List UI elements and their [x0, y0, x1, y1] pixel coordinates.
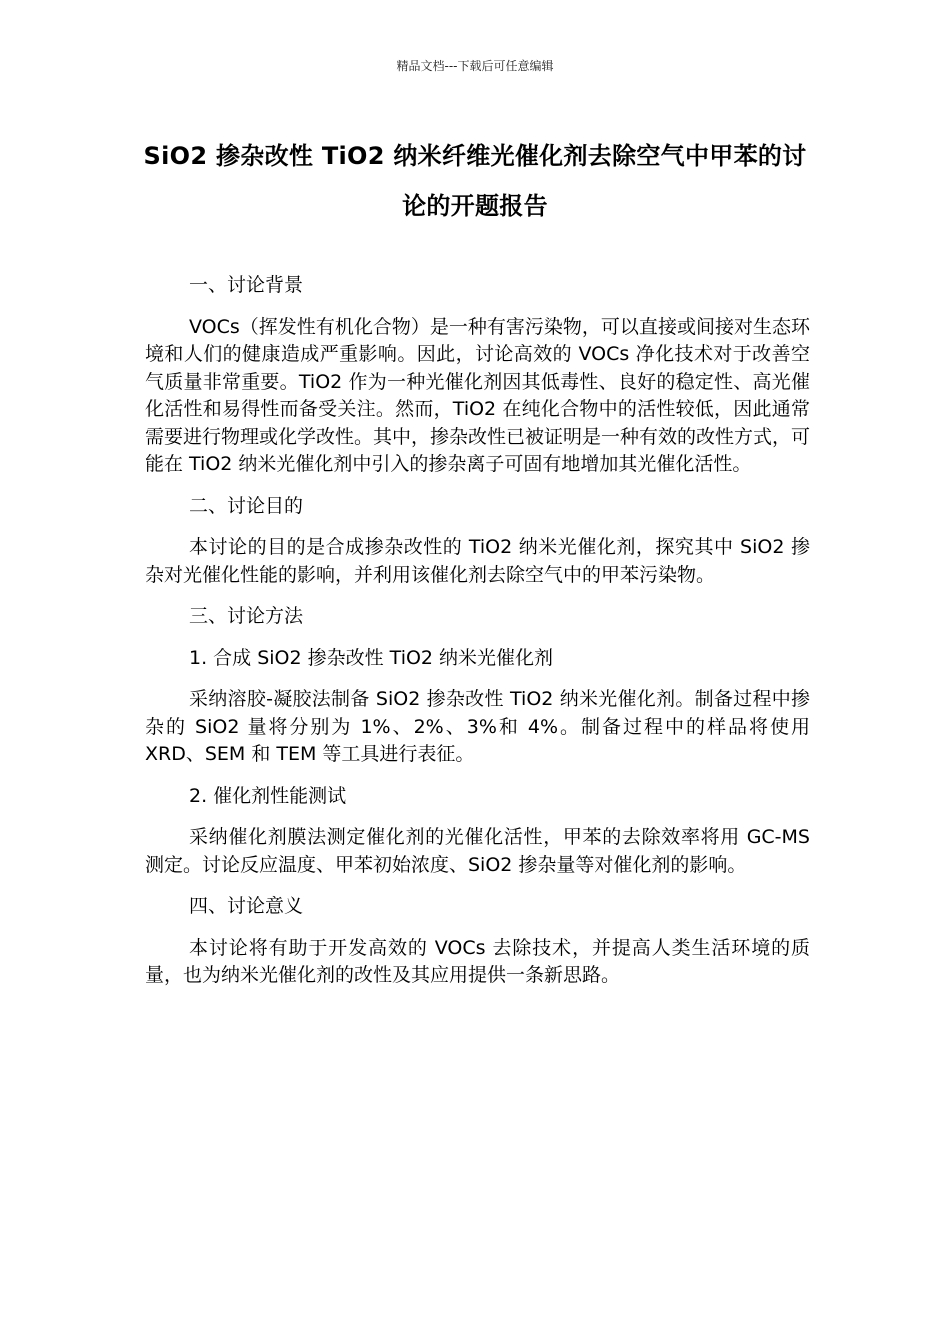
subsection-heading-synthesis: 1. 合成 SiO2 掺杂改性 TiO2 纳米光催化剂 — [189, 646, 554, 669]
paragraph-significance: 本讨论将有助于开发高效的 VOCs 去除技术，并提高人类生活环境的质量，也为纳米光催化剂的改性及其应用提供一条新思路。 — [145, 936, 810, 986]
section-heading-purpose: 二、讨论目的 — [189, 494, 304, 517]
section-heading-significance: 四、讨论意义 — [189, 895, 304, 917]
paragraph-synthesis: 采纳溶胶-凝胶法制备 SiO2 掺杂改性 TiO2 纳米光催化剂。制备过程中掺杂的 SiO2 量将分别为 1%、2%、3%和 4%。制备过程中的样品将使用 XRD、SEM 和 TEM 等工具进行表征。 — [145, 688, 810, 765]
paragraph-background: VOCs（挥发性有机化合物）是一种有害污染物，可以直接或间接对生态环境和人们的健康造成严重影响。因此，讨论高效的 VOCs 净化技术对于改善空气质量非常重要。TiO2 作为一种光催化剂因其低毒性、良好的稳定性、高光催化活性和易得性而备受关注。然而，TiO2 在纯化合物中的活性较低，因此通常需要进行物理或化学改性。其中，掺杂改性已被证明是一种有效的改性方式，可能在 TiO2 纳米光催化剂中引入的掺杂离子可固有地增加其光催化活性。 — [145, 315, 811, 475]
header-note: 精品文档---下载后可任意编辑 — [396, 59, 554, 73]
section-heading-background: 一、讨论背景 — [189, 274, 304, 296]
paragraph-purpose: 本讨论的目的是合成掺杂改性的 TiO2 纳米光催化剂，探究其中 SiO2 掺杂对光催化性能的影响，并利用该催化剂去除空气中的甲苯污染物。 — [145, 536, 810, 586]
section-heading-method: 三、讨论方法 — [189, 605, 304, 627]
paragraph-performance-test: 采纳催化剂膜法测定催化剂的光催化活性，甲苯的去除效率将用 GC-MS 测定。讨论反应温度、甲苯初始浓度、SiO2 掺杂量等对催化剂的影响。 — [145, 826, 810, 876]
document-body — [145, 272, 810, 990]
document-title: SiO2 掺杂改性 TiO2 纳米纤维光催化剂去除空气中甲苯的讨论的开题报告 — [143, 142, 807, 220]
subsection-heading-performance-test: 2. 催化剂性能测试 — [189, 784, 347, 807]
